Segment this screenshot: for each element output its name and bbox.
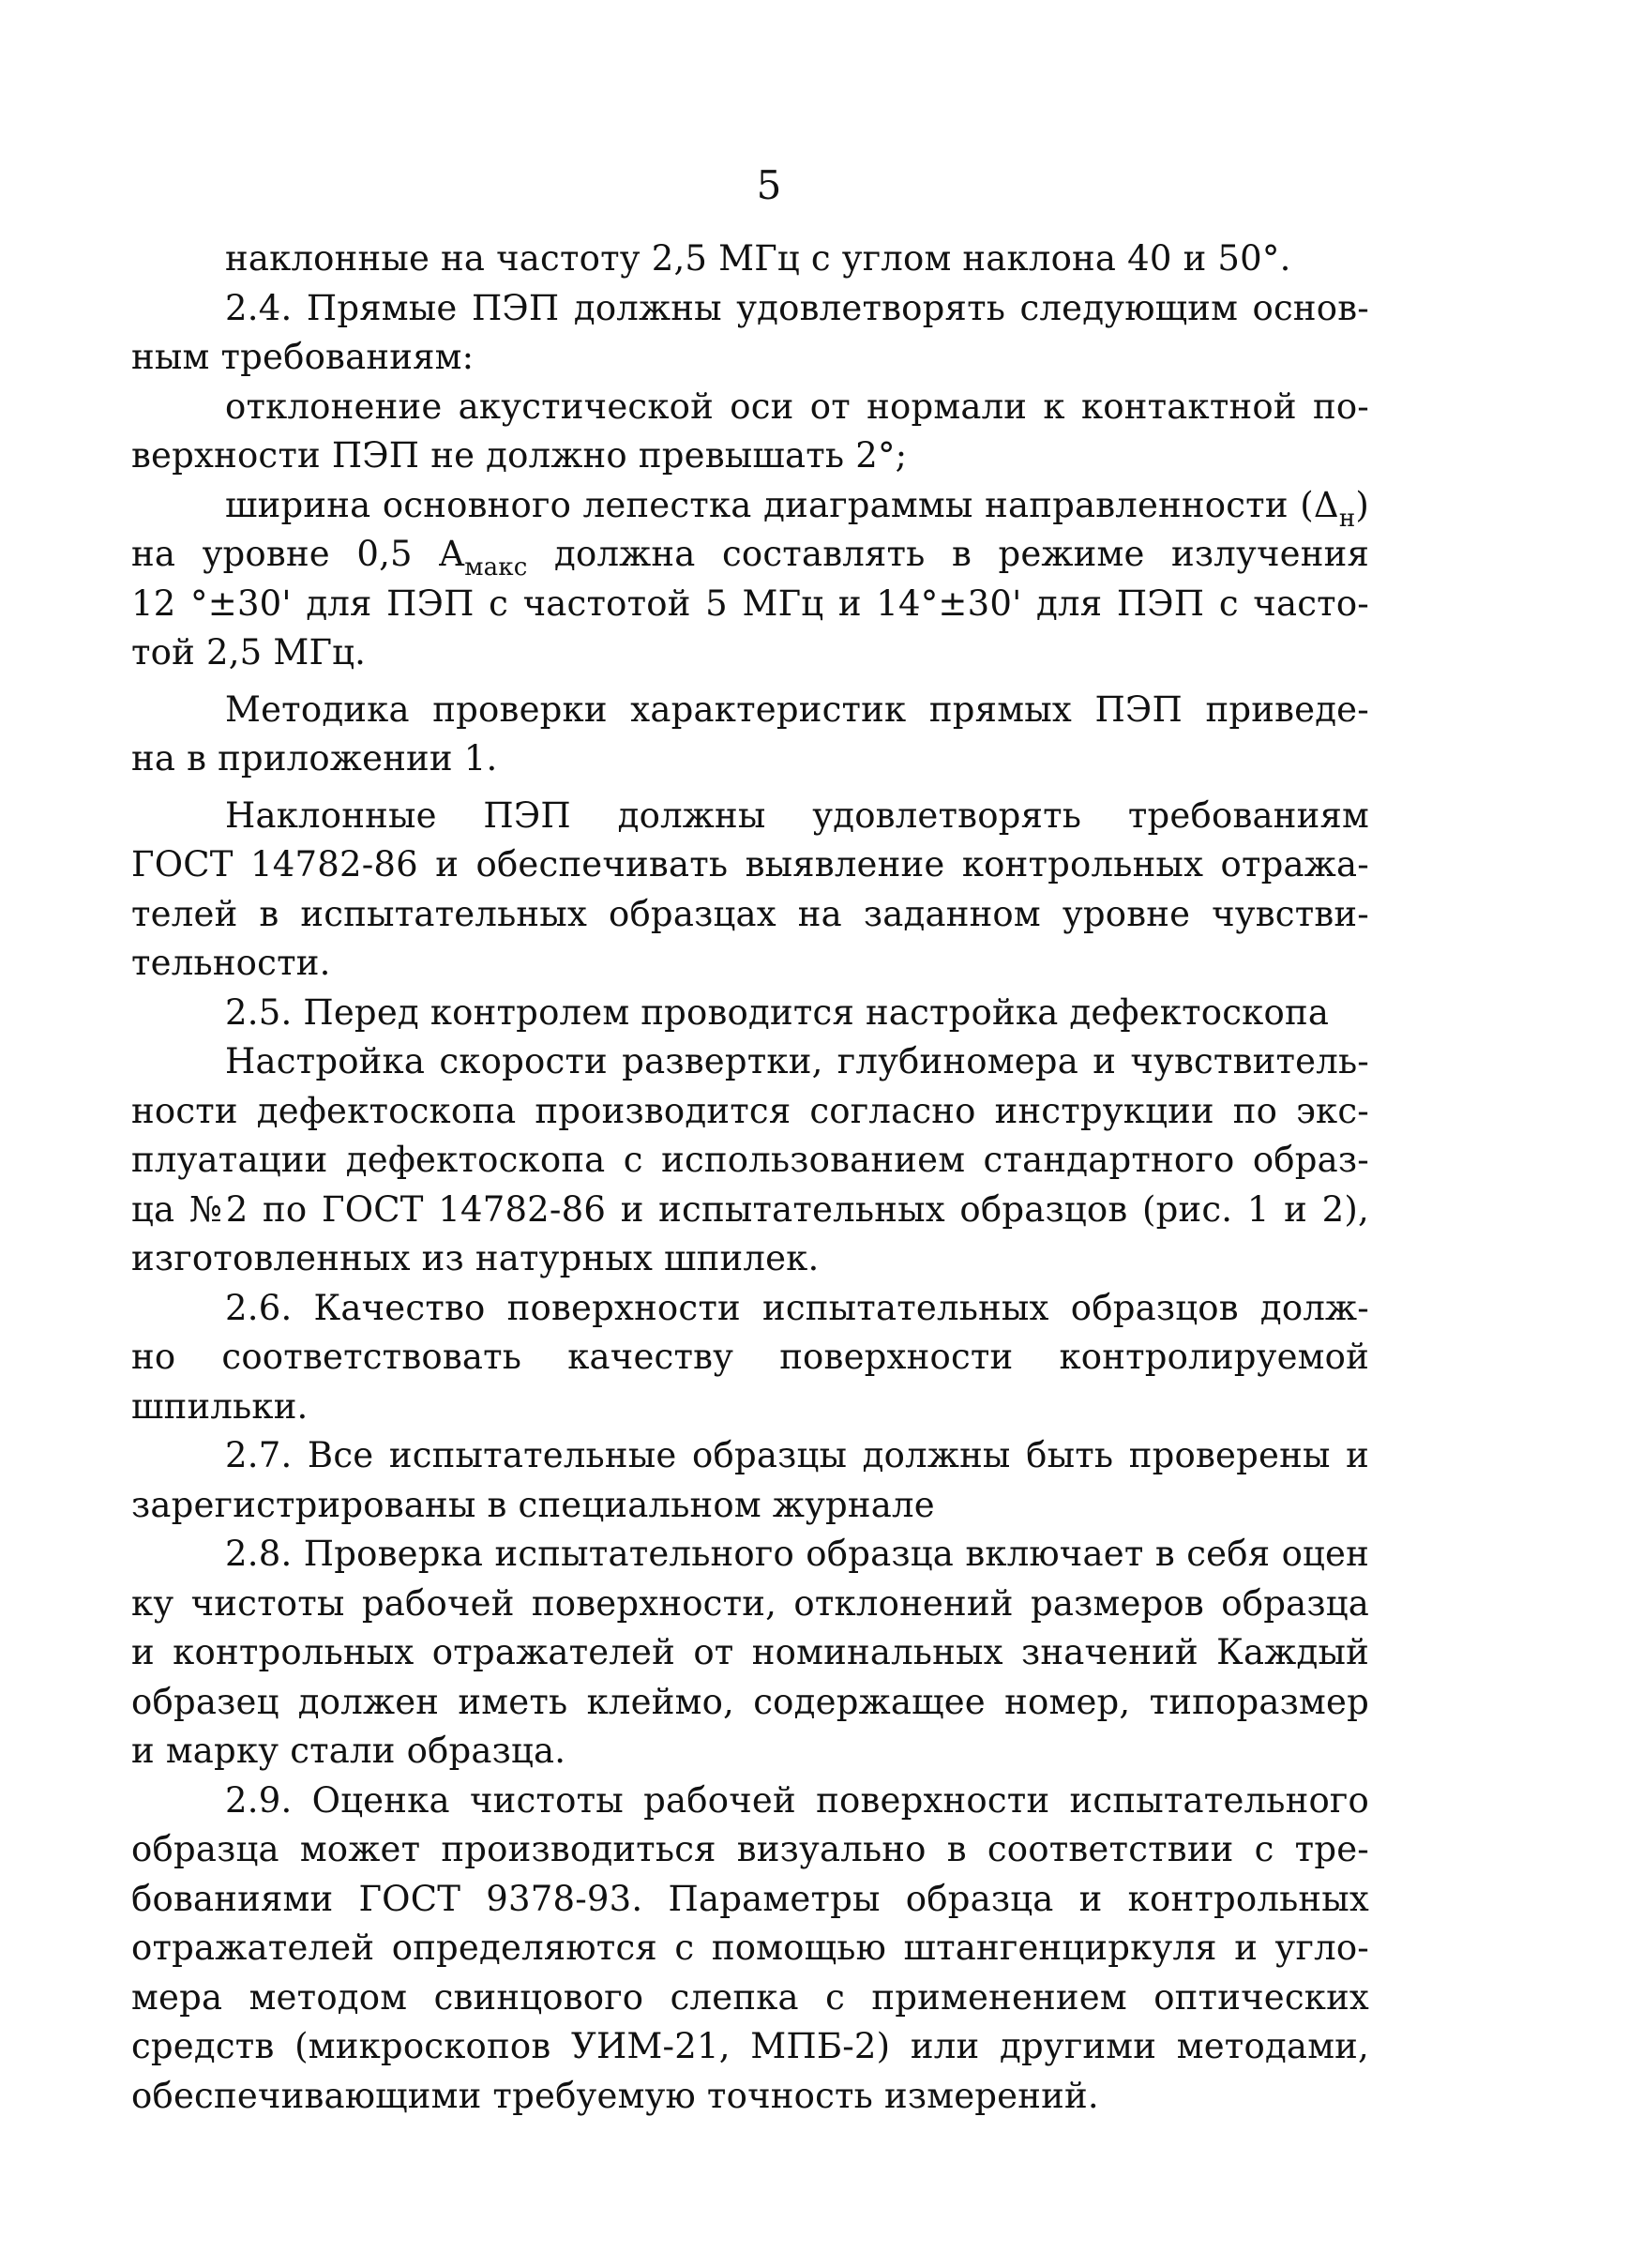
text-line: ширина основного лепестка диаграммы направленности $(\Delta_н)$ [225,484,1369,533]
text-line: мера методом свинцового слепка с применением оптических [131,1976,1369,2018]
body-text [131,234,1369,2121]
text-line: плуатации дефектоскопа с использованием стандартного образ- [131,1140,1369,1180]
text-line: зарегистрированы в специальном журнале [131,1484,935,1525]
text-line: 12 °±30' для ПЭП с частотой 5 МГц и 14°±30' для ПЭП с часто- [131,582,1369,624]
text-line: ца №2 по ГОСТ 14782-86 и испытательных образцов (рис. 1 и 2), [131,1188,1369,1230]
text-line: Методика проверки характеристик прямых ПЭП приведе- [225,688,1369,730]
text-line: бованиями ГОСТ 9378-93. Параметры образца и контрольных [131,1878,1369,1919]
text-line: верхности ПЭП не должно превышать 2°; [131,435,908,476]
text-line: на уровне 0,5 $A_{макс}$ должна составлять в режиме излучения [131,534,1369,582]
text-line: наклонные на частоту 2,5 МГц с углом наклона 40 и 50°. [225,238,1291,279]
text-line: изготовленных из натурных шпилек. [131,1238,820,1278]
text-line: образец должен иметь клеймо, содержащее номер, типоразмер [131,1681,1369,1722]
text-line: 2.7. Все испытательные образцы должны быть проверены и [225,1435,1369,1475]
text-line: и контрольных отражателей от номинальных значений Каждый [131,1632,1369,1672]
text-line: ГОСТ 14782-86 и обеспечивать выявление контрольных отража- [131,844,1369,885]
text-line: той 2,5 МГц. [131,632,367,673]
text-line: ности дефектоскопа производится согласно инструкции по экс- [131,1090,1369,1131]
text-line: средств (микроскопов УИМ-21, МПБ-2) или другими методами, [131,2026,1369,2066]
text-line: отражателей определяются с помощью штангенциркуля и угло- [131,1928,1369,1968]
text-line: 2.6. Качество поверхности испытательных образцов долж- [225,1287,1369,1328]
text-line: Наклонные ПЭП должны удовлетворять требованиям [225,794,1369,836]
text-line: шпильки. [131,1385,309,1427]
text-line: Настройка скорости развертки, глубиномера и чувствитель- [225,1041,1369,1081]
text-line: обеспечивающими требуемую точность измерений. [131,2075,1099,2116]
text-line: 2.4. Прямые ПЭП должны удовлетворять следующим основ- [225,287,1369,328]
text-line: 2.5. Перед контролем проводится настройка дефектоскопа [225,991,1330,1033]
text-line: на в приложении 1. [131,738,498,779]
text-line: и марку стали образца. [131,1731,566,1771]
text-line: 2.9. Оценка чистоты рабочей поверхности испытательного [225,1779,1369,1821]
text-line: ку чистоты рабочей поверхности, отклонений размеров образца [131,1582,1369,1624]
text-line: образца может производиться визуально в соответствии с тре- [131,1829,1369,1869]
text-line: но соответствовать качеству поверхности контролируемой [131,1337,1369,1377]
text-line: тельности. [131,943,331,983]
text-line: телей в испытательных образцах на заданном уровне чувстви- [131,893,1369,934]
text-line: 2.8. Проверка испытательного образца включает в себя оцен [225,1534,1369,1574]
page-number: 5 [756,162,782,208]
text-line: отклонение акустической оси от нормали к контактной по- [225,386,1369,427]
text-line: ным требованиям: [131,337,475,377]
